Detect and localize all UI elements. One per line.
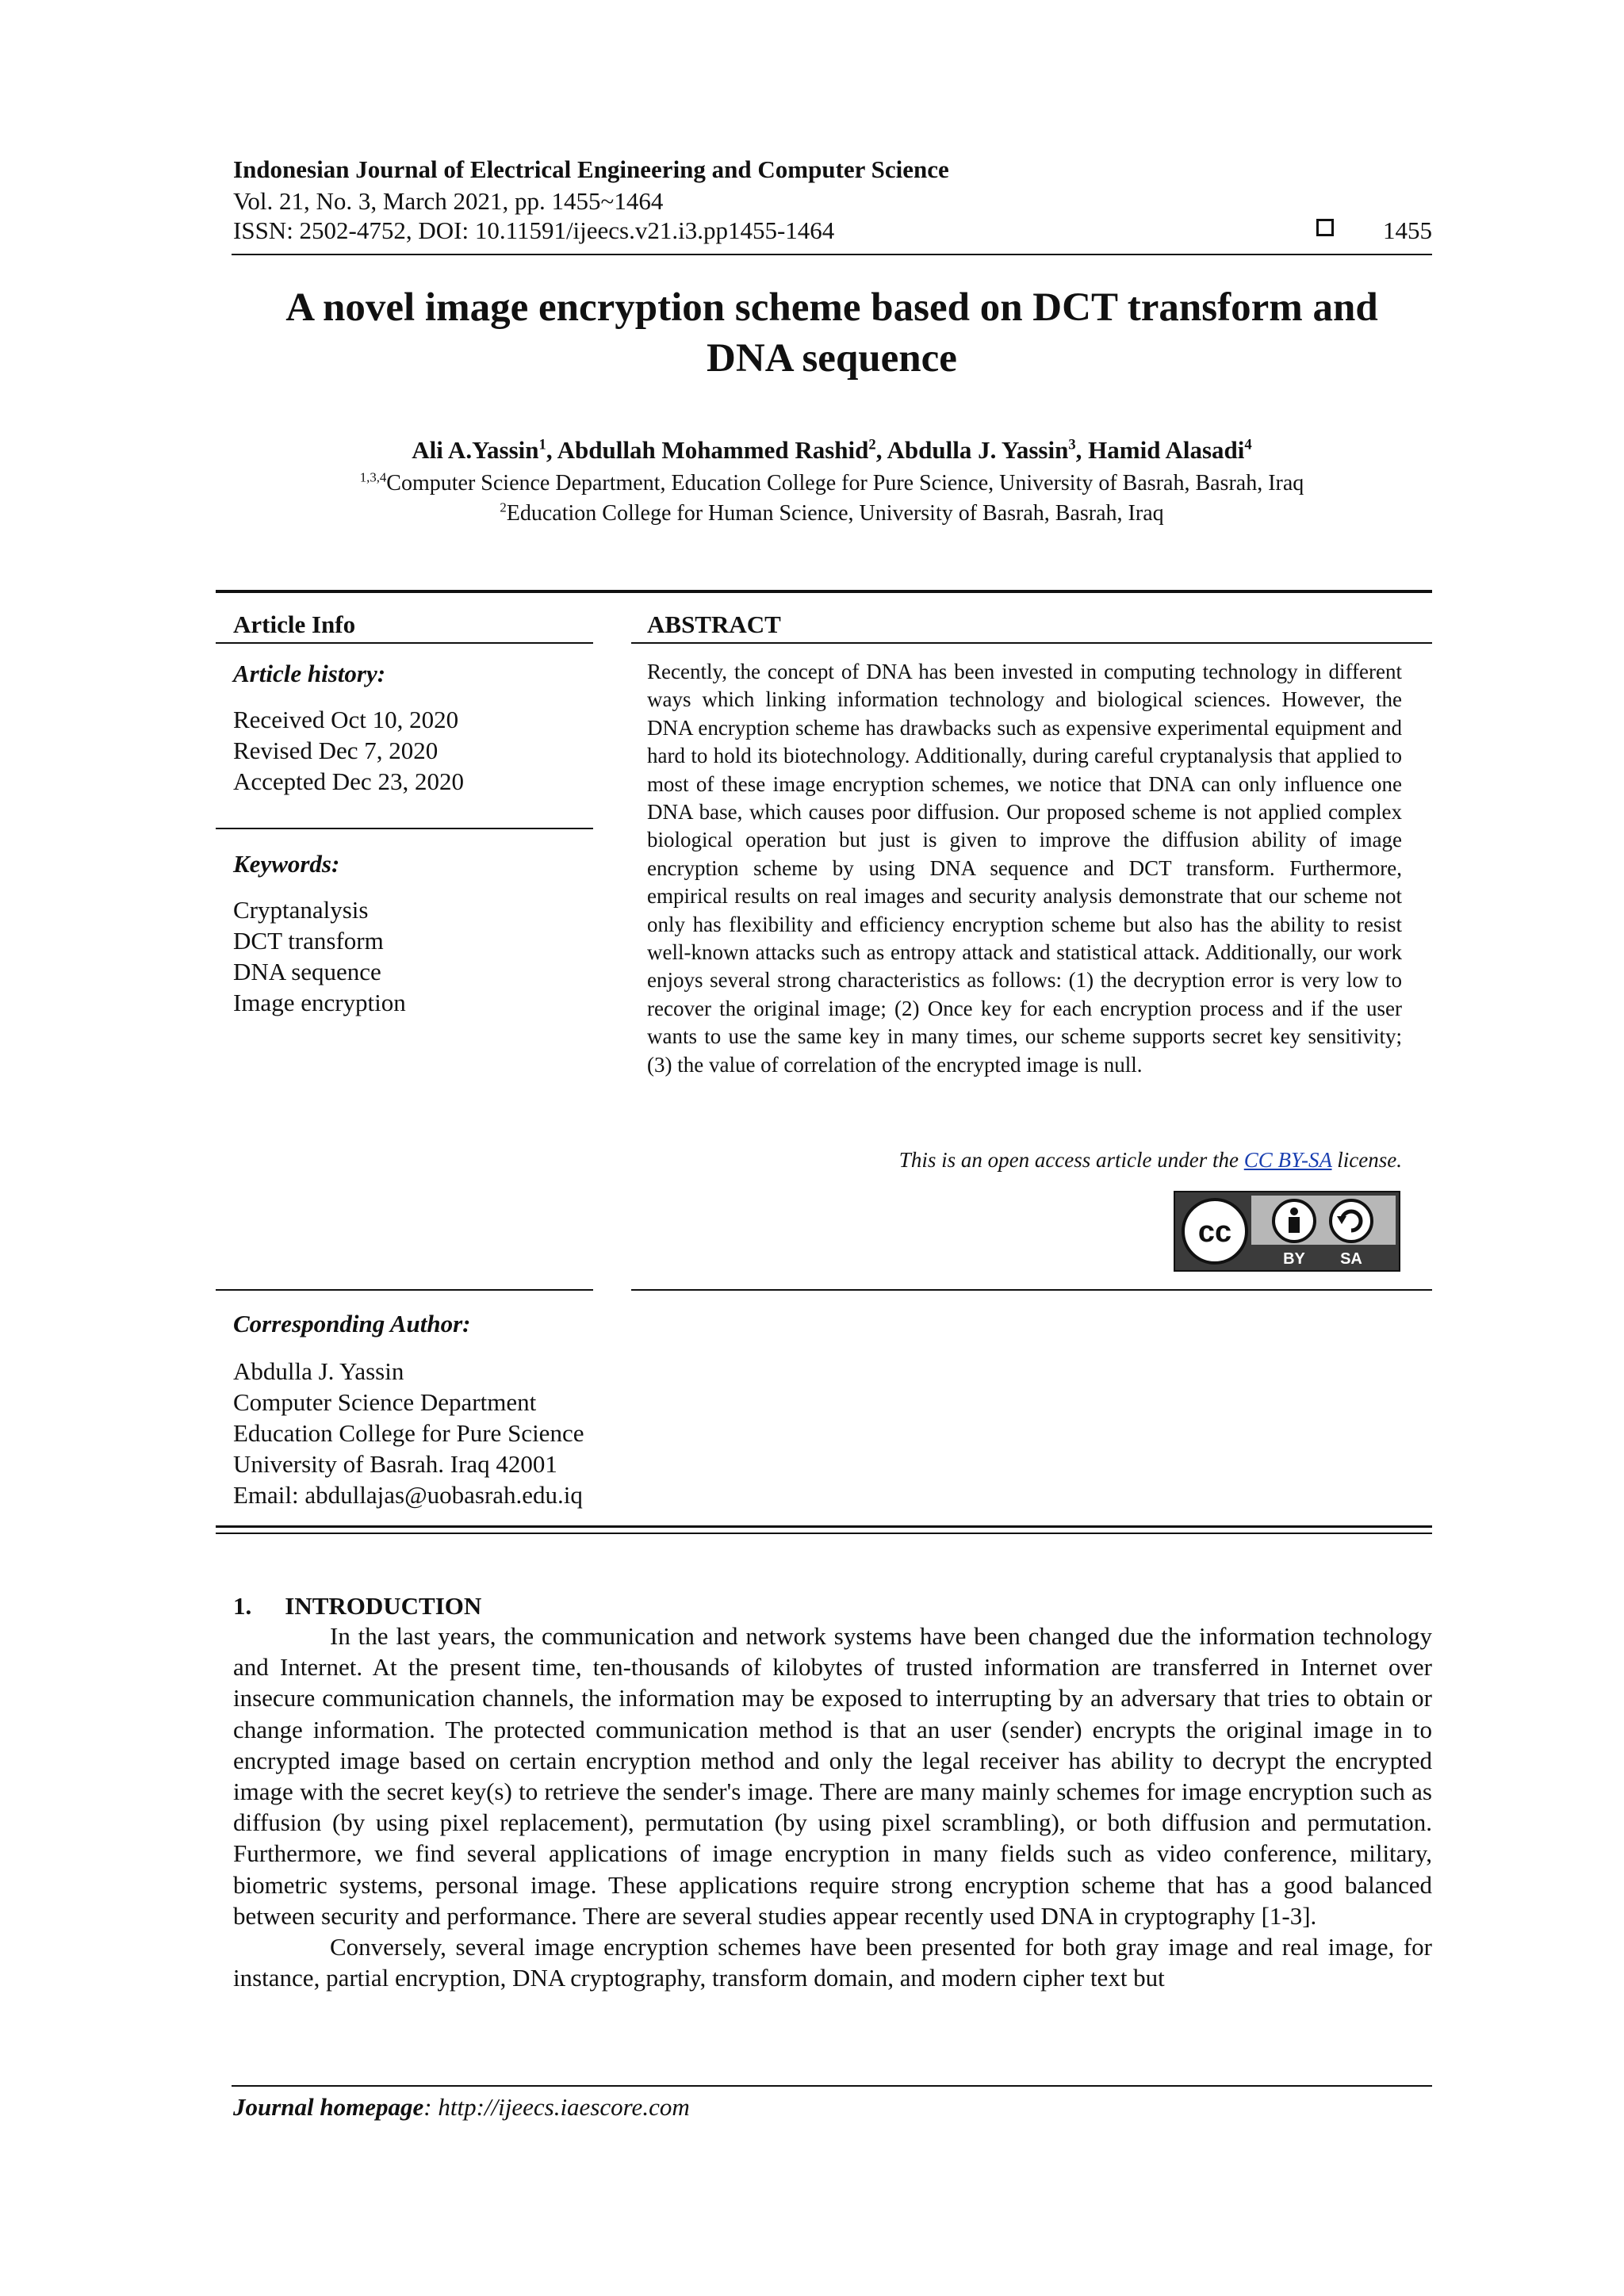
journal-homepage — [233, 2093, 690, 2122]
abstract-body: Recently, the concept of DNA has been invested in computing technology in different ways which linking information technology and biological sciences. However, the DNA encryption scheme has drawbacks such as expensive experimental equipment and hard to hold its biotechnology. Additionally, during careful cryptanalysis that applied to most of these image encryption schemes, we notice that DNA can only influence one DNA base, which causes poor diffusion. Our proposed scheme is not applied complex biological operation but just is given to improve the diffusion ability of image encryption scheme by using DNA sequence and DCT transform. Furthermore, empirical results on real images and security analysis demonstrate that our scheme not only has flexibility and efficiency encryption scheme but also has the ability to resist well-known attacks such as entropy attack and statistical attack. Additionally, our work enjoys several strong characteristics as follows: (1) the decryption error is very low to recover the original image; (2) Once key for each encryption process and if the user wants to use the same key in many times, our scheme supports secret key sensitivity; (3) the value of correlation of the encrypted image is null. — [647, 660, 1402, 1077]
article-info-rule — [216, 642, 593, 644]
intro-paragraph-1: In the last years, the communication and network systems have been changed due the information technology and Internet. At the present time, ten-thousands of kilobytes of trusted information are transferred in Internet over insecure communication channels, the information may be exposed to interrupting by an adversary that tries to obtain or change information. The protected communication method is that an user (sender) encrypts the original image in to encrypted image based on certain encryption method and only the legal receiver has ability to decrypt the encrypted image with the secret key(s) to retrieve the sender's image. There are many mainly schemes for image encryption such as diffusion (by using pixel replacement), permutation (by using pixel scrambling), or both diffusion and permutation. Furthermore, we find several applications of image encryption in many fields such as video conference, military, biometric systems, personal image. These applications require strong encryption scheme that has a good balanced between security and performance. There are several studies appear recently used DNA in cryptography [1-3]. — [233, 1622, 1432, 1930]
info-box-bottom-rule — [216, 1525, 1432, 1528]
volume-info: Vol. 21, No. 3, March 2021, pp. 1455~1464 — [233, 187, 664, 215]
author-sup: 3 — [1068, 436, 1076, 453]
author-sup: 2 — [868, 436, 876, 453]
keyword-item: Image encryption — [233, 989, 406, 1016]
intro-paragraph-2: Conversely, several image encryption schemes have been presented for both gray image and real image, for instance, partial encryption, DNA cryptography, transform domain, and modern cipher text but — [233, 1933, 1432, 1992]
affiliation-sup: 2 — [500, 499, 507, 515]
badge-cc-text: cc — [1197, 1215, 1232, 1249]
title-line-2: DNA sequence — [707, 336, 957, 381]
introduction-heading — [233, 1592, 481, 1621]
badge-sa-text: SA — [1340, 1250, 1362, 1268]
author-name: Ali A.Yassin — [412, 436, 539, 464]
affiliation-2 — [232, 501, 1432, 526]
corresponding-dept: Computer Science Department — [233, 1388, 537, 1416]
corresponding-email: Email: abdullajas@uobasrah.edu.iq — [233, 1481, 583, 1509]
license-prefix: This is an open access article under the — [898, 1148, 1244, 1172]
keyword-item: DCT transform — [233, 927, 384, 955]
abstract-heading: ABSTRACT — [647, 610, 781, 638]
journal-name: Indonesian Journal of Electrical Engineering and Computer Science — [233, 155, 949, 183]
keywords-heading: Keywords: — [233, 850, 340, 878]
issn-doi: ISSN: 2502-4752, DOI: 10.11591/ijeecs.v21.i3.pp1455-1464 — [233, 216, 835, 244]
square-outline-icon — [1316, 219, 1334, 236]
affiliation-text: Computer Science Department, Education College for Pure Science, University of Basrah, Basrah, Iraq — [386, 471, 1304, 496]
cc-by-sa-badge-icon[interactable] — [1174, 1191, 1400, 1272]
corresponding-heading: Corresponding Author: — [233, 1310, 471, 1337]
corresponding-details — [233, 1356, 584, 1510]
info-box-bottom-rule-2 — [216, 1533, 1432, 1534]
author-name: Abdulla J. Yassin — [887, 436, 1069, 464]
footer-divider — [232, 2085, 1432, 2087]
title-line-1: A novel image encryption scheme based on DCT transform and — [285, 285, 1378, 330]
keyword-list — [233, 894, 406, 1018]
license-statement — [647, 1148, 1402, 1173]
keyword-item: Cryptanalysis — [233, 896, 369, 924]
badge-by-text: BY — [1283, 1250, 1305, 1268]
revised-date: Revised Dec 7, 2020 — [233, 737, 439, 764]
received-date: Received Oct 10, 2020 — [233, 706, 459, 733]
article-history-dates — [233, 704, 464, 797]
author-name: Hamid Alasadi — [1088, 436, 1245, 464]
abstract-rule — [631, 642, 1432, 644]
author-name: Abdullah Mohammed Rashid — [557, 436, 869, 464]
section-title: INTRODUCTION — [285, 1592, 482, 1620]
paper-title — [232, 282, 1432, 384]
keyword-item: DNA sequence — [233, 958, 381, 985]
author-list: Ali A.Yassin$^1$, Abdullah Mohammed Rashid$^2$, Abdulla J. Yassin$^3$, Hamid Alasadi$^4$ — [412, 436, 1252, 464]
page-number: 1455 — [1383, 216, 1432, 244]
footer-label: Journal homepage — [233, 2093, 424, 2121]
abstract-bottom-rule — [631, 1289, 1432, 1291]
header-divider — [232, 254, 1432, 255]
affiliation-sup: 1,3,4 — [359, 469, 387, 485]
corresponding-college: Education College for Pure Science — [233, 1419, 584, 1447]
affiliation-text: Education College for Human Science, University of Basrah, Basrah, Iraq — [506, 501, 1164, 526]
article-info-heading: Article Info — [233, 610, 356, 638]
introduction-body — [233, 1621, 1432, 1993]
author-sup: 1 — [538, 436, 546, 453]
section-number: 1. — [233, 1592, 252, 1620]
license-link[interactable]: CC BY-SA — [1243, 1148, 1332, 1172]
info-box-top-rule — [216, 590, 1432, 593]
affiliation-1 — [232, 471, 1432, 496]
corresponding-rule — [216, 1289, 593, 1291]
corresponding-university: University of Basrah. Iraq 42001 — [233, 1450, 557, 1478]
corresponding-name: Abdulla J. Yassin — [233, 1357, 404, 1385]
license-suffix: license. — [1331, 1148, 1402, 1172]
article-history-heading: Article history: — [233, 660, 386, 687]
keywords-rule — [216, 828, 593, 829]
footer-url[interactable]: : http://ijeecs.iaescore.com — [423, 2093, 690, 2121]
accepted-date: Accepted Dec 23, 2020 — [233, 767, 464, 795]
author-sup: 4 — [1244, 436, 1252, 453]
cc-badge-graphic — [1175, 1192, 1399, 1270]
